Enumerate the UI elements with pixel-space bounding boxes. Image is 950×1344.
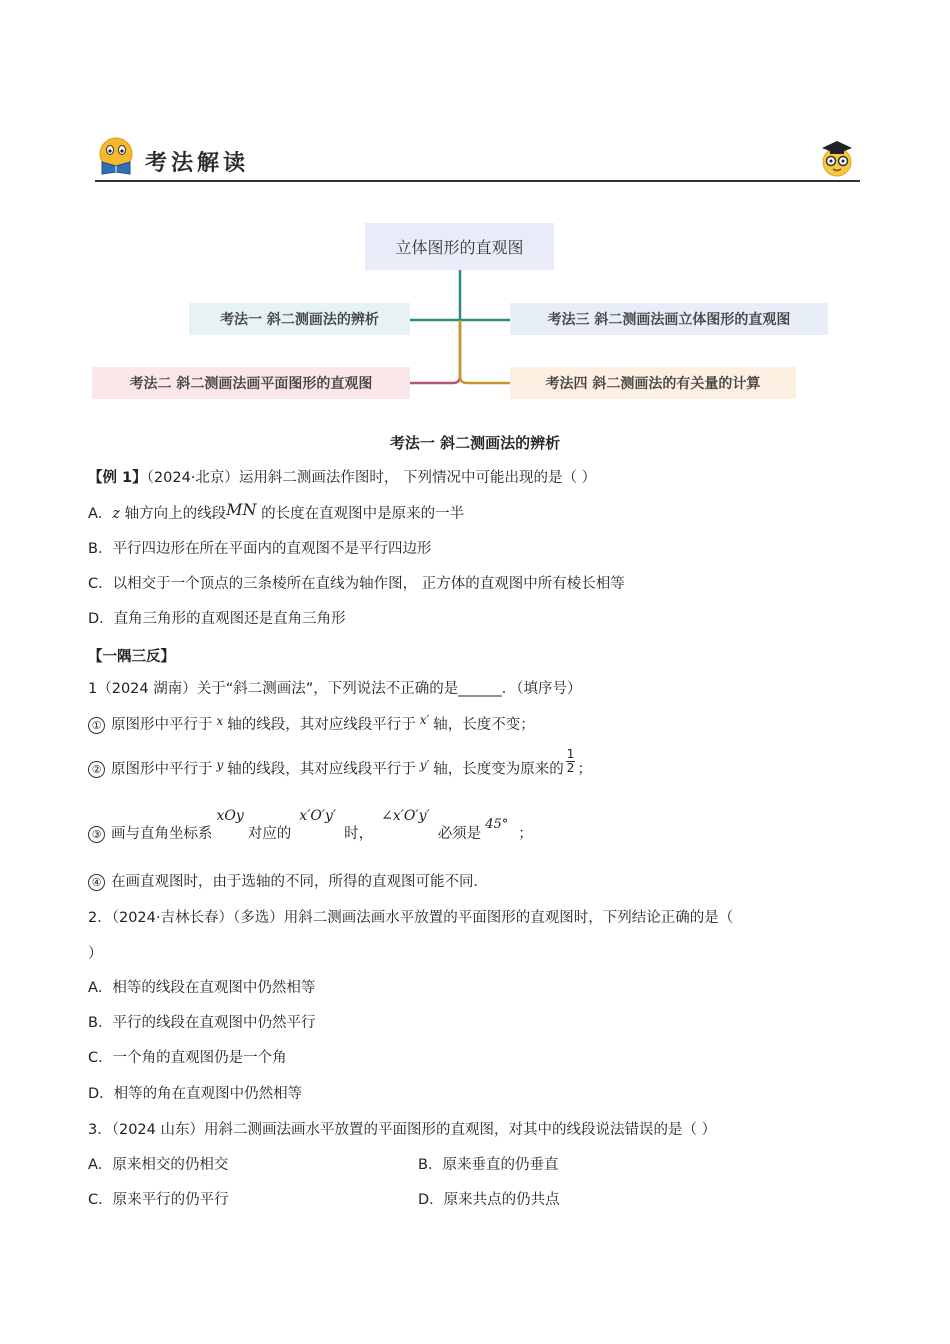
q3-stem: 3．（2024 山东）用斜二测画法画水平放置的平面图形的直观图，对其中的线段说法错误的是（ ） bbox=[88, 1122, 717, 1138]
mindmap-connectors bbox=[0, 0, 950, 420]
example1-option-c: C．以相交于一个顶点的三条棱所在直线为轴作图， 正方体的直观图中所有棱长相等 bbox=[88, 576, 625, 592]
example1-option-d: D．直角三角形的直观图还是直角三角形 bbox=[88, 611, 346, 627]
q1-item-2: ② 原图形中平行于 $^y$ 轴的线段，其对应线段平行于 $^{y'}$ 轴，长度变为原来的 $\frac{1}{2}$ ； bbox=[88, 756, 592, 783]
q2-option-c: C．一个角的直观图仍是一个角 bbox=[88, 1050, 287, 1066]
mindmap-branch-1: 考法一 斜二测画法的辨析 bbox=[189, 303, 410, 335]
q1-stem: 1（2024 湖南）关于“斜二测画法”，下列说法不正确的是______．（填序号） bbox=[88, 681, 582, 697]
practice-tag: 【一隅三反】 bbox=[88, 649, 175, 665]
q3-option-a: A．原来相交的仍相交 bbox=[88, 1157, 229, 1173]
q2-stem-end: ） bbox=[88, 946, 103, 962]
q2-option-b: B．平行的线段在直观图中仍然平行 bbox=[88, 1015, 316, 1031]
segment-mn-symbol: MN bbox=[226, 500, 257, 519]
mindmap-branch-3: 考法三 斜二测画法画立体图形的直观图 bbox=[510, 303, 828, 335]
header-title: 考法解读 bbox=[145, 150, 250, 176]
mindmap-root: 立体图形的直观图 bbox=[365, 223, 554, 270]
q2-stem: 2．（2024·吉林长春）（多选）用斜二测画法画水平放置的平面图形的直观图时，下列结论正确的是（ bbox=[88, 910, 734, 926]
example1-option-a: A．z 轴方向上的线段MN 的长度在直观图中是原来的一半 bbox=[88, 500, 465, 522]
example1-tag: 【例 1】 bbox=[88, 470, 147, 486]
example1-stem-text: （2024·北京）运用斜二测画法作图时， 下列情况中可能出现的是（ ） bbox=[146, 470, 597, 486]
mindmap-branch-4: 考法四 斜二测画法的有关量的计算 bbox=[510, 367, 796, 399]
mindmap-branch-2: 考法二 斜二测画法画平面图形的直观图 bbox=[92, 367, 410, 399]
section-title: 考法一 斜二测画法的辨析 bbox=[389, 434, 561, 452]
q3-option-d: D．原来共点的仍共点 bbox=[418, 1192, 560, 1208]
fraction-one-half: $\frac{1}{2}$ bbox=[566, 747, 575, 775]
q1-item-3: ③ 画与直角坐标系xOy对应的x′O′y′时，∠x′O′y′必须是45°； bbox=[88, 822, 533, 843]
q1-item-1: ① 原图形中平行于 $^x$ 轴的线段，其对应线段平行于 $^{x'}$ 轴，长度不变； bbox=[88, 713, 535, 734]
q3-option-b: B．原来垂直的仍垂直 bbox=[418, 1157, 559, 1173]
q3-option-c: C．原来平行的仍平行 bbox=[88, 1192, 229, 1208]
example1-stem bbox=[88, 466, 596, 487]
q1-item-4: ④ 在画直观图时，由于选轴的不同，所得的直观图可能不同． bbox=[88, 870, 488, 891]
q2-option-a: A．相等的线段在直观图中仍然相等 bbox=[88, 980, 316, 996]
example1-option-b: B．平行四边形在所在平面内的直观图不是平行四边形 bbox=[88, 541, 432, 557]
z-axis-symbol: z bbox=[112, 506, 121, 522]
q2-option-d: D．相等的角在直观图中仍然相等 bbox=[88, 1086, 303, 1102]
